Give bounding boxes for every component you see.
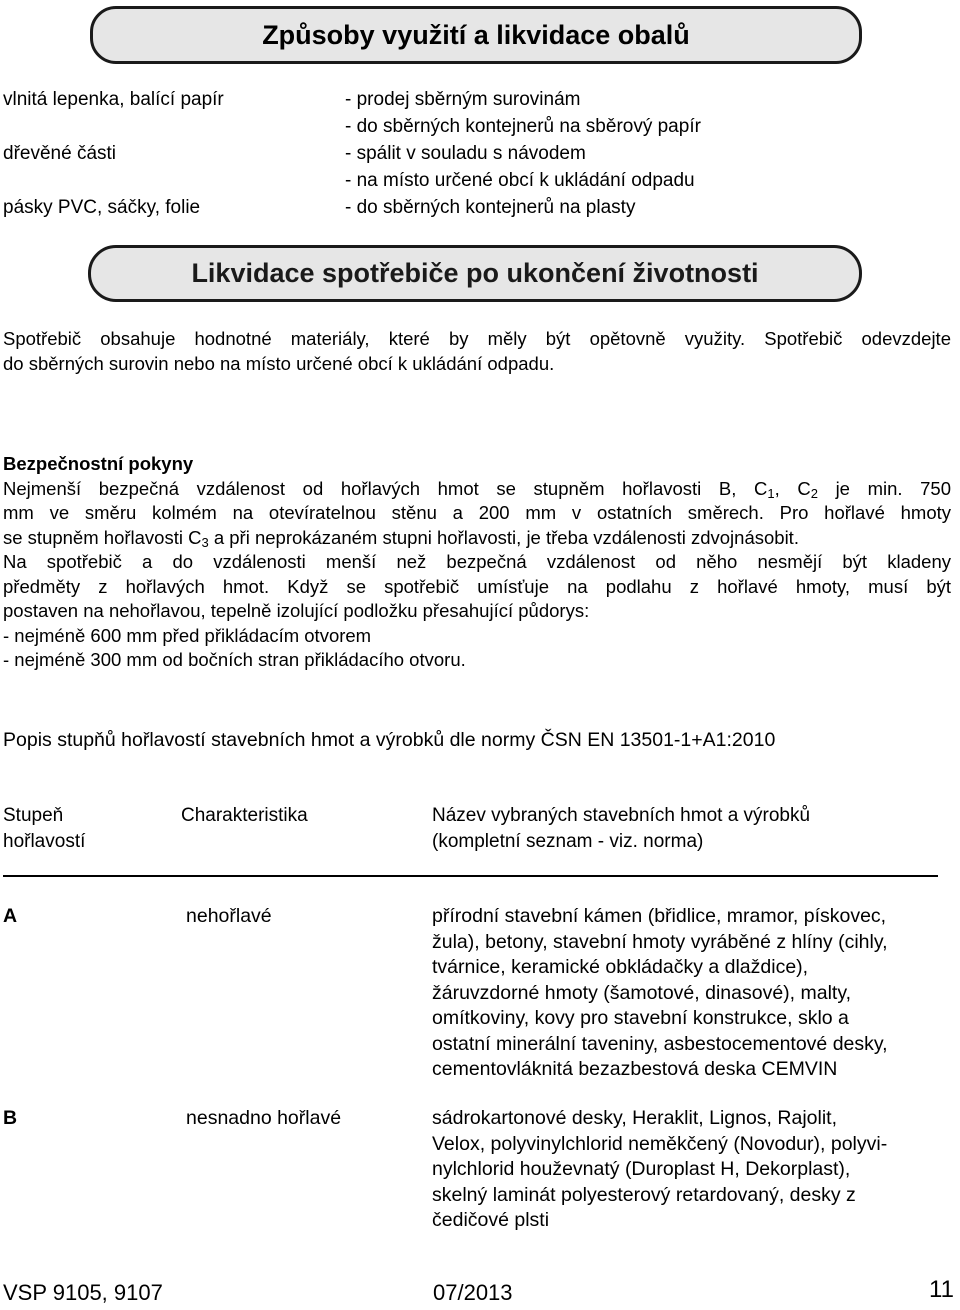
safety-line: se stupněm hořlavosti $C_3$ a při neprokázaném stupni hořlavosti, je třeba vzdálenosti zdvojnásobit. [3, 526, 799, 550]
packaging-disposal [345, 86, 701, 221]
materials-line: žula), betony, stavební hmoty vyráběné z hlíny (cihly, [432, 930, 888, 953]
materials-line: tvárnice, keramické obkládačky a dlaždice), [432, 956, 809, 978]
disposal-item: - do sběrných kontejnerů na plasty [345, 197, 636, 218]
disposal-item: - spálit v souladu s návodem [345, 143, 586, 164]
materials-line: Velox, polyvinylchlorid neměkčený (Novodur), polyvi- [432, 1132, 888, 1155]
disposal-paragraph [3, 327, 951, 376]
packaging-materials [3, 86, 224, 221]
materials-list [432, 1106, 887, 1234]
materials-list [432, 904, 888, 1083]
material-item: dřevěné části [3, 143, 117, 164]
material-item [3, 113, 224, 140]
materials-line: skelný laminát polyesterový retardovaný, desky z [432, 1183, 856, 1206]
materials-line: čedičové plsti [432, 1209, 550, 1231]
material-item [3, 167, 224, 194]
safety-line: Nejmenší bezpečná vzdálenost od hořlavých hmot se stupněm hořlavosti B, $C_1$, $C_2$ je min. 750 [3, 477, 952, 501]
material-item: pásky PVC, sáčky, folie [3, 197, 201, 218]
safety-line: mm ve směru kolmém na otevíratelnou stěnu a 200 mm v ostatních směrech. Pro hořlavé hmoty [3, 502, 951, 523]
safety-line: postaven na nehořlavou, tepelně izolující podložku přesahující půdorys: [3, 600, 590, 621]
end-of-life-banner-text: Likvidace spotřebiče po ukončení životnosti [191, 258, 759, 288]
materials-line: cementovláknitá bezazbestová deska CEMVIN [432, 1058, 838, 1080]
materials-line: ostatní minerální taveniny, asbestocementové desky, [432, 1032, 888, 1055]
disposal-item: - do sběrných kontejnerů na sběrový papír [345, 116, 701, 137]
materials-line: omítkoviny, kovy pro stavební konstrukce, sklo a [432, 1007, 849, 1029]
safety-line: - nejméně 600 mm před přikládacím otvorem [3, 624, 372, 646]
table-header-divider [3, 875, 938, 877]
safety-section [3, 452, 951, 673]
material-item: vlnitá lepenka, balící papír [3, 89, 224, 110]
disposal-line: Spotřebič obsahuje hodnotné materiály, které by měly být opětovně využity. Spotřebič odevzdejte [3, 328, 951, 349]
materials-line: žáruvzdorné hmoty (šamotové, dinasové), malty, [432, 981, 852, 1004]
grade-label: A [3, 905, 18, 927]
materials-line: nylchlorid houževnatý (Duroplast H, Dekorplast), [432, 1158, 851, 1180]
safety-line: předměty z hořlavých hmot. Když se spotřebič umísťuje na podlahu z hořlavé hmoty, musí být [3, 575, 951, 597]
characteristic-label: nesnadno hořlavé [186, 1107, 342, 1129]
title-banner [90, 6, 862, 64]
footer-date: 07/2013 [433, 1280, 513, 1305]
characteristic-label: nehořlavé [186, 905, 272, 927]
table-header-materials: Název vybraných stavebních hmot a výrobků (kompletní seznam - viz. norma) [432, 805, 811, 852]
end-of-life-banner [88, 245, 862, 302]
safety-line: - nejméně 300 mm od bočních stran přikládacího otvoru. [3, 649, 466, 670]
subscript: 1 [767, 485, 775, 501]
subscript: 2 [810, 485, 818, 501]
page-number: 11 [929, 1276, 954, 1303]
table-header-grade: Stupeň hořlavostí [3, 805, 86, 852]
footer-model: VSP 9105, 9107 [3, 1280, 163, 1305]
materials-line: přírodní stavební kámen (břidlice, mramor, pískovec, [432, 905, 887, 927]
safety-heading: Bezpečnostní pokyny [3, 453, 194, 474]
disposal-line: do sběrných surovin nebo na místo určené obcí k ukládání odpadu. [3, 352, 555, 374]
materials-line: sádrokartonové desky, Heraklit, Lignos, Rajolit, [432, 1107, 837, 1129]
table-header-characteristic: Charakteristika [181, 805, 308, 826]
classes-title: Popis stupňů hořlavostí stavebních hmot a výrobků dle normy ČSN EN 13501-1+A1:2010 [3, 729, 776, 751]
subscript: 3 [201, 534, 209, 550]
disposal-item: - prodej sběrným surovinám [345, 89, 581, 110]
title-banner-text: Způsoby využití a likvidace obalů [262, 19, 690, 50]
grade-label: B [3, 1107, 18, 1129]
safety-line: Na spotřebič a do vzdálenosti menší než bezpečná vzdálenost od něho nesmějí být kladeny [3, 551, 951, 572]
disposal-item: - na místo určené obcí k ukládání odpadu [345, 170, 695, 191]
